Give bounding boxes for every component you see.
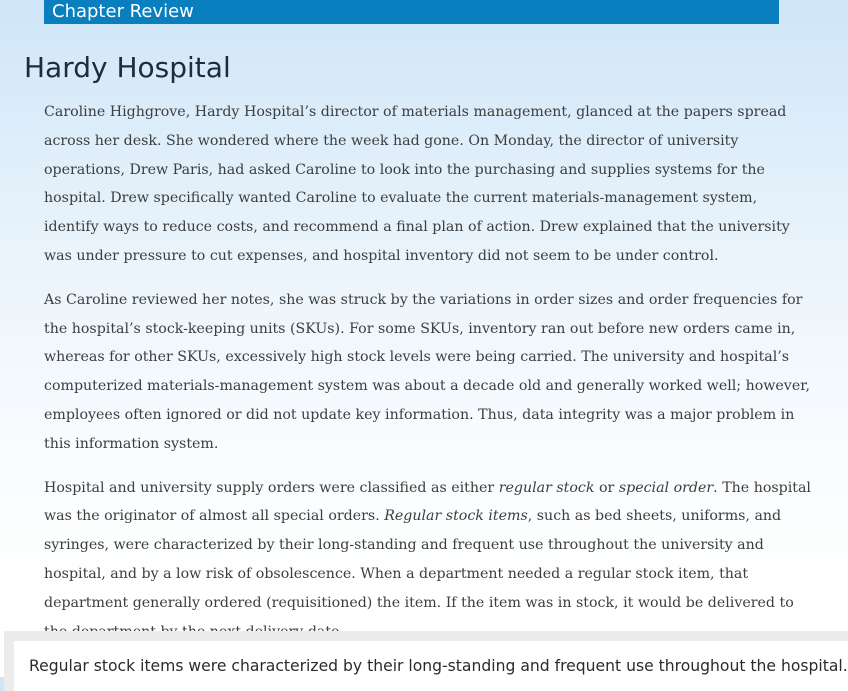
paragraph-2: As Caroline reviewed her notes, she was struck by the variations in order sizes and order frequencies for the hospital’s stock-keeping units (SKUs). For some SKUs, inventory ran out before new orders came in, whereas for other SKUs, excessively high stock levels were being carried. The university and hospital’s computerized materials-management system was about a decade old and generally worked well; however, employees often ignored or did not update key information. Thus, data integrity was a major problem in this information system. [44, 291, 810, 452]
paragraph-3-text-4: , such as bed sheets, uniforms, and syringes, were characterized by their long-standing and frequent use throughout the university and hospital, and by a low risk of obsolescence. When a department needed a regular stock item, that department generally ordered (requisitioned) the item. If the item was in stock, it would be delivered to [44, 508, 794, 611]
paragraph-3-text-1: Hospital and university supply orders were classified as either [44, 479, 499, 496]
case-title: Hardy Hospital [24, 51, 231, 84]
case-body [44, 98, 814, 661]
term-regular-stock-items: Regular stock items [384, 508, 528, 525]
callout-text: Regular stock items were characterized by their long-standing and frequent use throughout the hospital. [29, 657, 848, 675]
callout-box [4, 631, 848, 691]
paragraph-3-text-2: or [594, 479, 619, 496]
term-regular-stock: regular stock [498, 479, 595, 496]
paragraph-1: Caroline Highgrove, Hardy Hospital’s director of materials management, glanced at the papers spread across her desk. She wondered where the week had gone. On Monday, the director of university operations, Drew Paris, had asked Caroline to look into the purchasing and supplies systems for the hospital. Drew specifically wanted Caroline to evaluate the current materials-management system, identify ways to reduce costs, and recommend a final plan of action. Drew explained that the university was under pressure to cut expenses, and hospital inventory did not seem to be under control. [44, 104, 790, 264]
chapter-review-header: Chapter Review [44, 0, 779, 24]
paragraph-3 [44, 474, 814, 647]
paragraph-3-text-3: . The hospital was the originator of almost all special orders. [44, 479, 811, 525]
term-special-order: special order [618, 479, 714, 496]
callout-inner [14, 641, 848, 691]
